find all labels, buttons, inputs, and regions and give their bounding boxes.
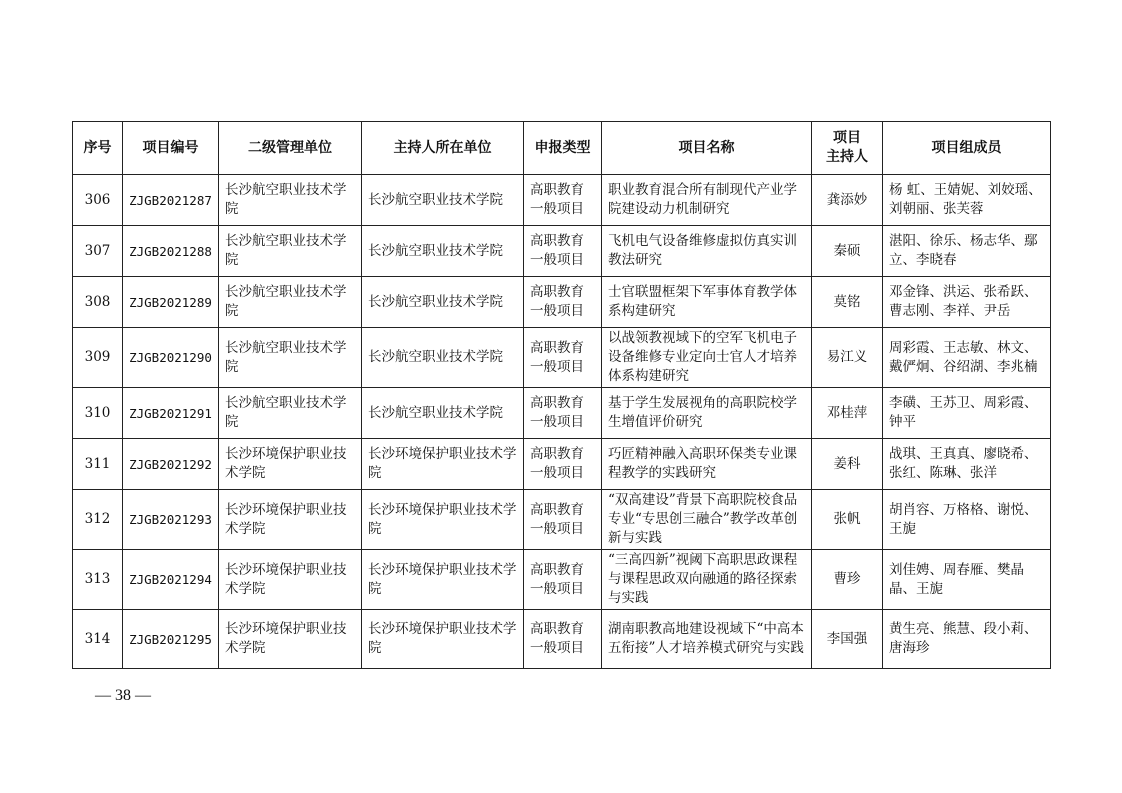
- cell-leader: 姜科: [812, 439, 883, 490]
- cell-code: ZJGB2021295: [123, 610, 219, 669]
- cell-code: ZJGB2021291: [123, 388, 219, 439]
- cell-leader: 张帆: [812, 490, 883, 550]
- cell-no: 309: [73, 328, 123, 388]
- cell-code: ZJGB2021293: [123, 490, 219, 550]
- table-header-row: [73, 122, 1051, 175]
- cell-name: 以战领教视域下的空军飞机电子设备维修专业定向士官人才培养体系构建研究: [602, 328, 812, 388]
- cell-code: ZJGB2021287: [123, 175, 219, 226]
- cell-code: ZJGB2021288: [123, 226, 219, 277]
- cell-unit: 长沙环境保护职业技术学院: [219, 610, 362, 669]
- cell-type: 高职教育一般项目: [524, 175, 602, 226]
- table-row: [73, 175, 1051, 226]
- cell-name: “双高建设”背景下高职院校食品专业“专思创三融合”教学改革创新与实践: [602, 490, 812, 550]
- cell-host-unit: 长沙航空职业技术学院: [362, 328, 524, 388]
- cell-type: 高职教育一般项目: [524, 277, 602, 328]
- cell-leader: 邓桂萍: [812, 388, 883, 439]
- cell-type: 高职教育一般项目: [524, 388, 602, 439]
- cell-members: 刘佳娉、周春雁、樊晶晶、王旎: [883, 550, 1051, 610]
- cell-unit: 长沙航空职业技术学院: [219, 277, 362, 328]
- table-row: [73, 490, 1051, 550]
- cell-name: 基于学生发展视角的高职院校学生增值评价研究: [602, 388, 812, 439]
- table-row: [73, 226, 1051, 277]
- cell-host-unit: 长沙航空职业技术学院: [362, 277, 524, 328]
- cell-no: 313: [73, 550, 123, 610]
- cell-code: ZJGB2021289: [123, 277, 219, 328]
- cell-host-unit: 长沙航空职业技术学院: [362, 388, 524, 439]
- cell-type: 高职教育一般项目: [524, 610, 602, 669]
- cell-host-unit: 长沙航空职业技术学院: [362, 175, 524, 226]
- cell-leader: 莫铭: [812, 277, 883, 328]
- cell-name: 飞机电气设备维修虚拟仿真实训教法研究: [602, 226, 812, 277]
- cell-host-unit: 长沙航空职业技术学院: [362, 226, 524, 277]
- cell-no: 314: [73, 610, 123, 669]
- project-table: [72, 121, 1051, 669]
- cell-name: 职业教育混合所有制现代产业学院建设动力机制研究: [602, 175, 812, 226]
- cell-members: 湛阳、徐乐、杨志华、鄢立、李晓春: [883, 226, 1051, 277]
- header-unit: 二级管理单位: [219, 122, 362, 175]
- header-leader: 项目 主持人: [812, 122, 883, 175]
- cell-no: 308: [73, 277, 123, 328]
- cell-no: 306: [73, 175, 123, 226]
- table-row: [73, 277, 1051, 328]
- cell-code: ZJGB2021294: [123, 550, 219, 610]
- cell-leader: 李国强: [812, 610, 883, 669]
- cell-name: 湖南职教高地建设视域下“中高本五衔接”人才培养模式研究与实践: [602, 610, 812, 669]
- cell-members: 李磺、王苏卫、周彩霞、钟平: [883, 388, 1051, 439]
- table-row: [73, 328, 1051, 388]
- page-number: — 38 —: [95, 687, 151, 704]
- table-row: [73, 610, 1051, 669]
- cell-type: 高职教育一般项目: [524, 328, 602, 388]
- cell-members: 周彩霞、王志敏、林文、戴俨炯、谷绍湖、李兆楠: [883, 328, 1051, 388]
- cell-host-unit: 长沙环境保护职业技术学院: [362, 490, 524, 550]
- cell-host-unit: 长沙环境保护职业技术学院: [362, 610, 524, 669]
- header-type: 申报类型: [524, 122, 602, 175]
- cell-leader: 易江义: [812, 328, 883, 388]
- cell-unit: 长沙航空职业技术学院: [219, 388, 362, 439]
- cell-host-unit: 长沙环境保护职业技术学院: [362, 439, 524, 490]
- cell-members: 黄生亮、熊慧、段小莉、唐海珍: [883, 610, 1051, 669]
- cell-unit: 长沙航空职业技术学院: [219, 328, 362, 388]
- cell-leader: 秦硕: [812, 226, 883, 277]
- header-no: 序号: [73, 122, 123, 175]
- table-row: [73, 439, 1051, 490]
- cell-leader: 龚添妙: [812, 175, 883, 226]
- cell-no: 310: [73, 388, 123, 439]
- cell-no: 312: [73, 490, 123, 550]
- table-row: [73, 388, 1051, 439]
- cell-unit: 长沙环境保护职业技术学院: [219, 439, 362, 490]
- table-row: [73, 550, 1051, 610]
- cell-members: 战琪、王真真、廖晓希、张红、陈琳、张洋: [883, 439, 1051, 490]
- cell-unit: 长沙环境保护职业技术学院: [219, 490, 362, 550]
- cell-unit: 长沙航空职业技术学院: [219, 175, 362, 226]
- cell-name: 士官联盟框架下军事体育教学体系构建研究: [602, 277, 812, 328]
- cell-code: ZJGB2021292: [123, 439, 219, 490]
- header-name: 项目名称: [602, 122, 812, 175]
- header-code: 项目编号: [123, 122, 219, 175]
- cell-members: 杨 虹、王婧妮、刘姣瑶、刘朝丽、张芙蓉: [883, 175, 1051, 226]
- cell-type: 高职教育一般项目: [524, 490, 602, 550]
- header-host-unit: 主持人所在单位: [362, 122, 524, 175]
- cell-type: 高职教育一般项目: [524, 226, 602, 277]
- cell-type: 高职教育一般项目: [524, 550, 602, 610]
- cell-members: 邓金锋、洪运、张希跃、曹志刚、李祥、尹岳: [883, 277, 1051, 328]
- cell-type: 高职教育一般项目: [524, 439, 602, 490]
- cell-name: “三高四新”视阈下高职思政课程与课程思政双向融通的路径探索与实践: [602, 550, 812, 610]
- cell-members: 胡肖容、万格格、谢悦、王旎: [883, 490, 1051, 550]
- cell-host-unit: 长沙环境保护职业技术学院: [362, 550, 524, 610]
- cell-leader: 曹珍: [812, 550, 883, 610]
- header-members: 项目组成员: [883, 122, 1051, 175]
- cell-unit: 长沙环境保护职业技术学院: [219, 550, 362, 610]
- cell-unit: 长沙航空职业技术学院: [219, 226, 362, 277]
- cell-no: 307: [73, 226, 123, 277]
- cell-no: 311: [73, 439, 123, 490]
- cell-name: 巧匠精神融入高职环保类专业课程教学的实践研究: [602, 439, 812, 490]
- cell-code: ZJGB2021290: [123, 328, 219, 388]
